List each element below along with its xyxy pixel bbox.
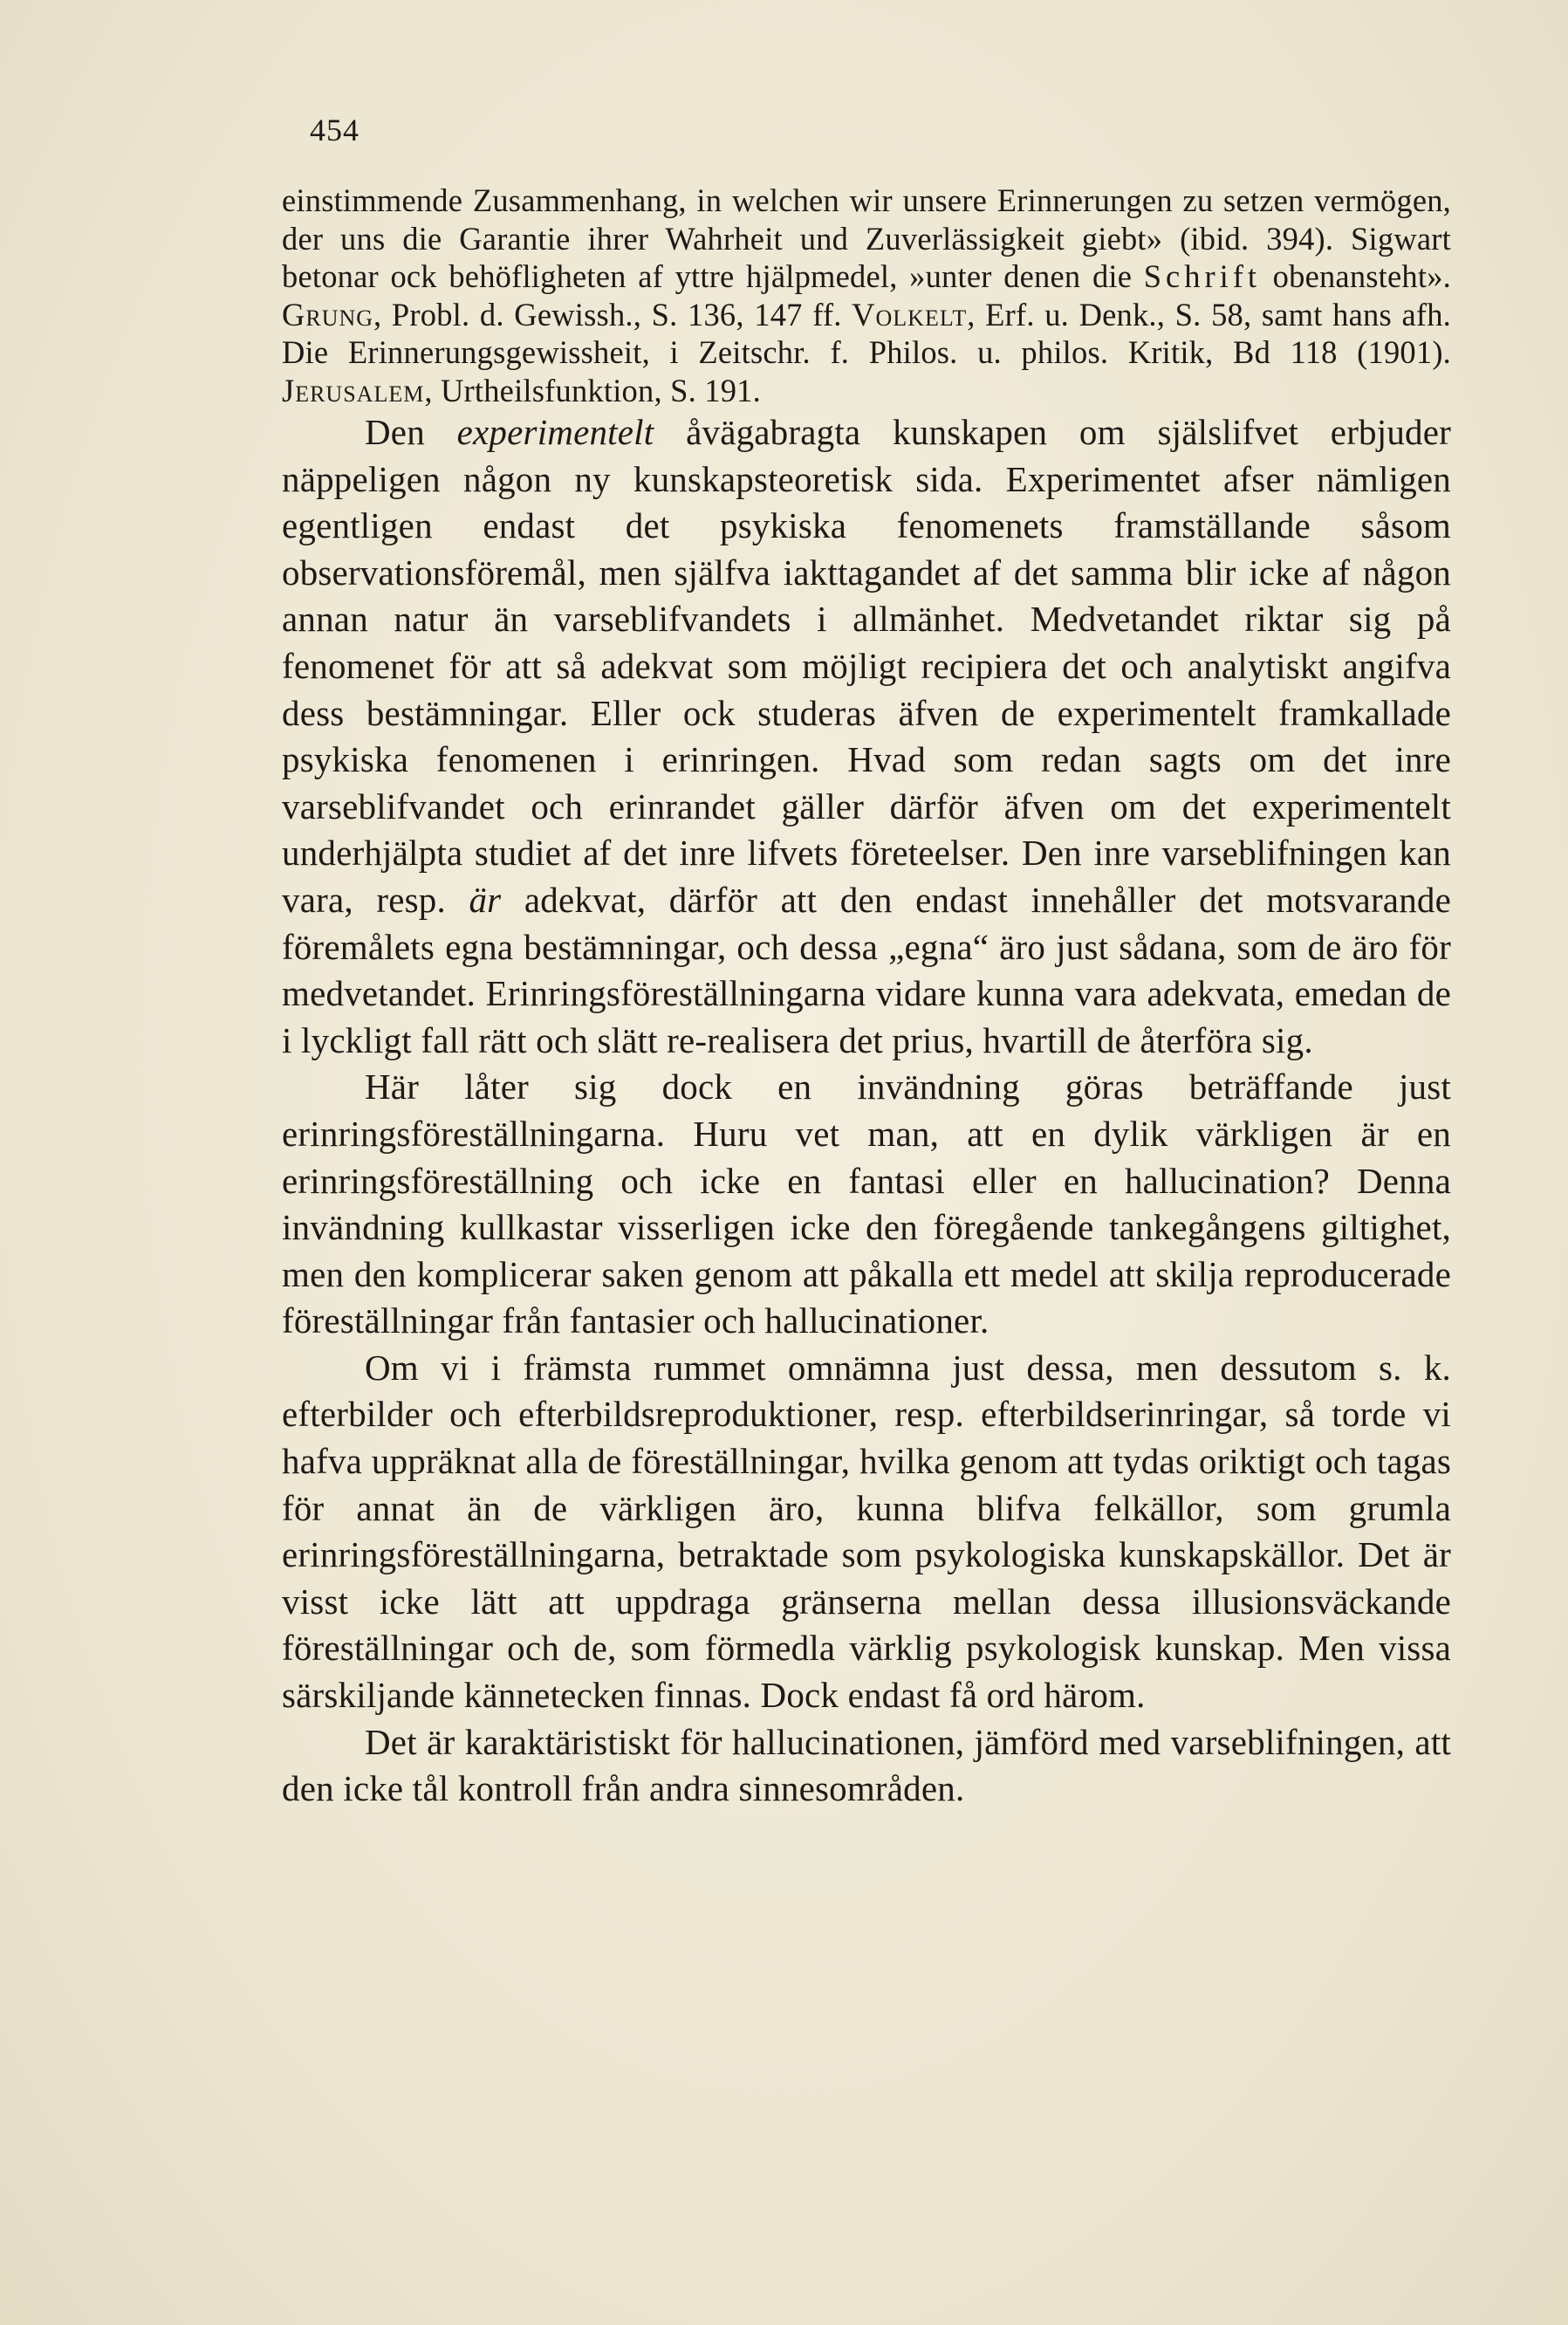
footnote-author: Volkelt xyxy=(852,296,968,333)
footnote-text: , Erf. u. Denk., S. 58, samt hans afh. Die Erinnerungsgewissheit, i Zeitschr. f. Philos. u. philos. Kritik, Bd 118 (1901). xyxy=(282,296,1451,370)
body-paragraph: Om vi i främsta rummet omnämna just dessa, men dessutom s. k. efterbilder och efterbildsreproduktioner, resp. efterbildserinringar, så torde vi hafva uppräknat alla de föreställningar, hvilka genom att tydas oriktigt och tagas för annat än de värkligen äro, kunna blifva felkällor, som grumla erinringsföreställningarna, betraktade som psykologiska kunskapskällor. Det är visst icke lätt att uppdraga gränserna mellan dessa illusionsväckande föreställningar och de, som förmedla värklig psykologisk kunskap. Men vissa särskiljande kännetecken finnas. Dock endast få ord härom. xyxy=(282,1347,1451,1716)
body-paragraph: Här låter sig dock en invändning göras beträffande just erinringsföreställningarna. Huru vet man, att en dylik värkligen är en erinringsföreställning och icke en fantasi eller en hallucination? Denna invändning kullkastar visserligen icke den föregående tankegångens giltighet, men den komplicerar saken genom att påkalla ett medel att skilja reproducerade föreställningar från fantasier och hallucinationer. xyxy=(282,1066,1451,1341)
paragraph-text: åvägabragta kunskapen om själslifvet erbjuder näppeligen någon ny kunskapsteoretisk sida. Experimentet afser nämligen egentligen endast det psykiska fenomenets framställande såsom observationsföremål, men själfva iakttagandet af det samma blir icke af någon annan natur än varseblifvandets i allmänhet. Medvetandet riktar sig på fenomenet för att så adekvat som möjligt recipiera det och analytiskt angifva dess bestämningar. Eller ock studeras äfven de experimentelt framkallade psykiska fenomenen i erinringen. Hvad som redan sagts om det inre varseblifvandet och erinrandet gäller därför äfven om det experimentelt underhjälpta studiet af det inre lifvets företeelser. Den inre varseblifningen kan vara, resp. xyxy=(282,412,1451,920)
paragraph-text: Den xyxy=(365,412,457,452)
footnote-author: Grung xyxy=(282,296,374,333)
footnote-spaced-term: Schrift xyxy=(1143,258,1262,294)
footnote-author: Jerusalem xyxy=(282,372,425,408)
body-paragraph: Det är karaktäristiskt för hallucinationen, jämförd med varseblifningen, att den icke tål kontroll från andra sinnesområden. xyxy=(282,1721,1451,1809)
paragraph-text: adekvat, därför att den endast innehåller det motsvarande föremålets egna bestämningar, och dessa „egna“ äro just sådana, som de äro för medvetandet. Erinringsföreställningarna vidare kunna vara adekvata, emedan de i lyckligt fall rätt och slätt re-realisera det prius, hvartill de återföra sig. xyxy=(282,879,1451,1060)
page-number: 454 xyxy=(310,113,359,147)
text-block xyxy=(282,182,1451,1813)
footnote-text: obenansteht». xyxy=(1261,258,1451,294)
footnote-text: , Probl. d. Gewissh., S. 136, 147 ff. xyxy=(373,296,852,333)
footnote-text: einstimmende Zusammenhang, in welchen wir unsere Erinnerungen zu setzen vermögen, der uns die Garantie ihrer Wahrheit und Zuverlässigkeit giebt» (ibid. 394). Sigwart betonar ock behöfligheten af yttre hjälpmedel, »unter denen die xyxy=(282,182,1451,294)
footnote-continuation xyxy=(282,182,1451,409)
emphasized-word: är xyxy=(469,879,502,920)
emphasized-word: experimentelt xyxy=(456,412,654,452)
footnote-text: , Urtheilsfunktion, S. 191. xyxy=(424,372,761,408)
body-paragraph xyxy=(282,409,1451,1064)
